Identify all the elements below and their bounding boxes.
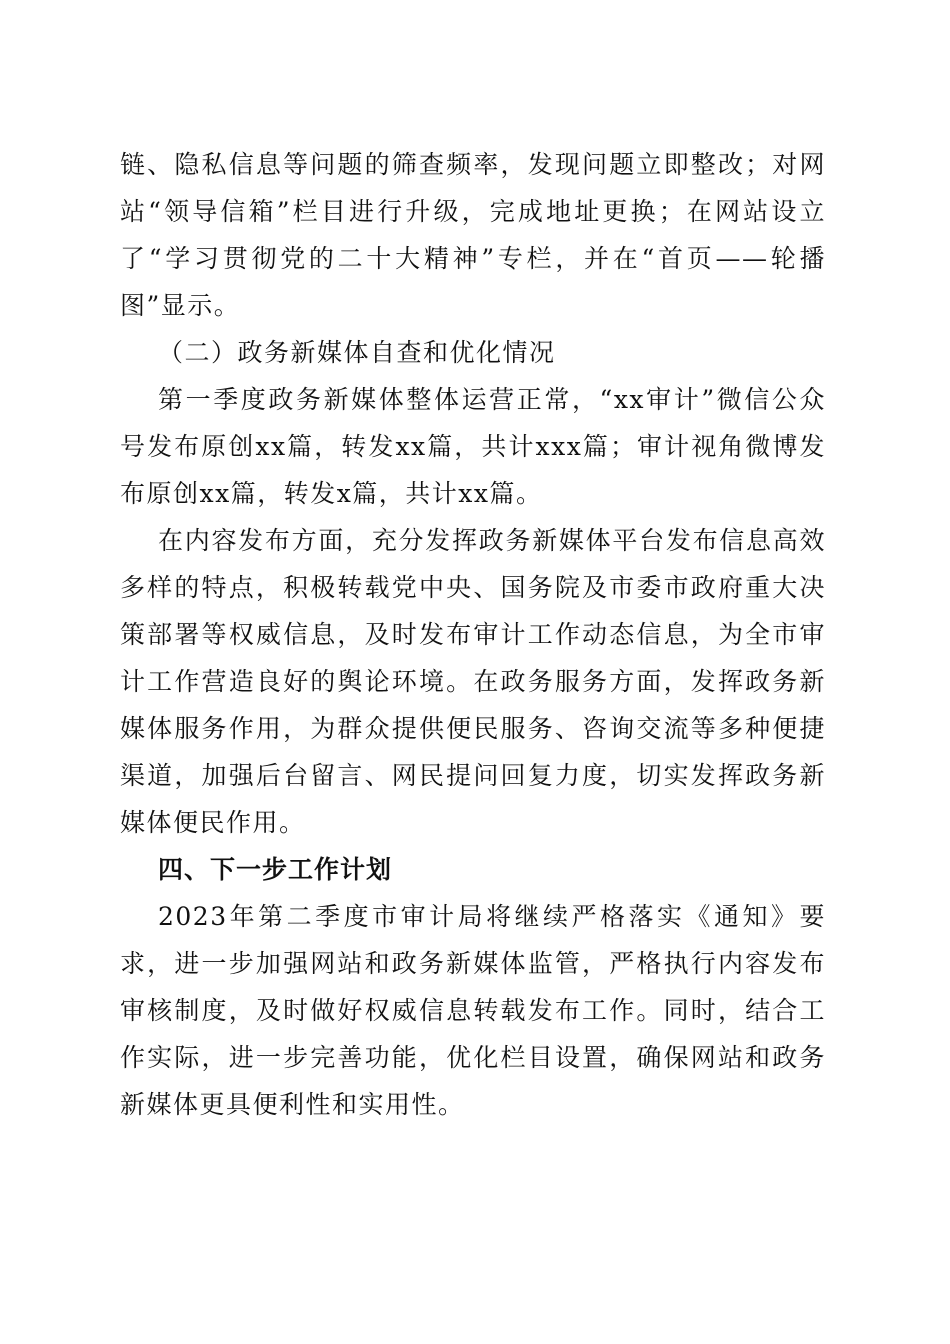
paragraph-next-step-plan: 2023年第二季度市审计局将继续严格落实《通知》要求，进一步加强网站和政务新媒体监管，严格执行内容发布审核制度，及时做好权威信息转载发布工作。同时，结合工作实际，进一步完善功能，优化栏目设置，确保网站和政务新媒体更具便利性和实用性。 <box>120 902 826 1119</box>
heading-next-step-plan: 四、下一步工作计划 <box>158 855 393 884</box>
paragraph-website-rectification: 链、隐私信息等问题的筛查频率，发现问题立即整改；对网站“领导信箱”栏目进行升级，完成地址更换；在网站设立了“学习贯彻党的二十大精神”专栏，并在“首页——轮播图”显示。 <box>120 150 826 320</box>
paragraph-content-and-service: 在内容发布方面，充分发挥政务新媒体平台发布信息高效多样的特点，积极转载党中央、国务院及市委市政府重大决策部署等权威信息，及时发布审计工作动态信息，为全市审计工作营造良好的舆论环境。在政务服务方面，发挥政务新媒体服务作用，为群众提供便民服务、咨询交流等多种便捷渠道，加强后台留言、网民提问回复力度，切实发挥政务新媒体便民作用。 <box>120 526 826 837</box>
document-body <box>120 141 826 1128</box>
paragraph-new-media-stats: 第一季度政务新媒体整体运营正常，“xx审计”微信公众号发布原创xx篇，转发xx篇，共计xxx篇；审计视角微博发布原创xx篇，转发x篇，共计xx篇。 <box>120 385 826 508</box>
subheading-new-media-self-check: （二）政务新媒体自查和优化情况 <box>158 338 556 367</box>
